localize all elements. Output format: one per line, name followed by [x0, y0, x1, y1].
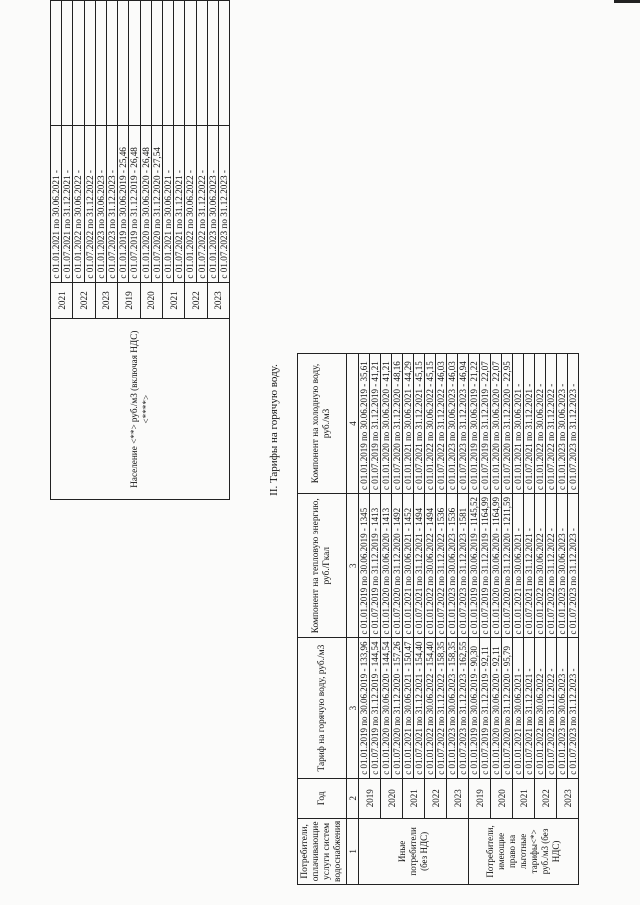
year-cell: 2021 [513, 778, 535, 818]
empty-cell [84, 1, 95, 126]
thermal-value-cell: с 01.07.2020 по 31.12.2020 - 1492 [392, 494, 403, 638]
tariff-value-cell: с 01.01.2023 по 30.06.2023 - [95, 125, 106, 282]
empty-cell [196, 1, 207, 126]
thermal-value-cell: с 01.07.2023 по 31.12.2023 - [568, 494, 579, 638]
cold-value-cell: с 01.07.2022 по 31.12.2022 - [546, 354, 557, 494]
thermal-value-cell: с 01.07.2021 по 31.12.2021 - [524, 494, 535, 638]
tariff-value-cell: с 01.07.2022 по 31.12.2022 - [546, 638, 557, 778]
population-tariff-table [50, 0, 230, 500]
tariff-value-cell: с 01.07.2020 по 31.12.2020 - 27,54 [151, 125, 162, 282]
tariff-value-cell: с 01.01.2021 по 30.06.2021 - [513, 638, 524, 778]
cold-value-cell: с 01.01.2019 по 30.06.2019 - 35,61 [359, 354, 370, 494]
year-cell: 2019 [359, 778, 381, 818]
table-row [403, 354, 414, 885]
thermal-value-cell: с 01.07.2019 по 31.12.2019 - 1164,99 [480, 494, 491, 638]
main-table-container [297, 20, 617, 885]
empty-cell [118, 1, 129, 126]
tariff-value-cell: с 01.07.2019 по 31.12.2019 - 144,54 [370, 638, 381, 778]
table-row [469, 354, 480, 885]
cold-value-cell: с 01.07.2019 по 31.12.2019 - 41,21 [370, 354, 381, 494]
table-row [557, 354, 568, 885]
cold-value-cell: с 01.07.2023 по 31.12.2023 - [568, 354, 579, 494]
hot-water-tariff-table [297, 353, 579, 885]
tariff-value-cell: с 01.01.2022 по 30.06.2022 - [535, 638, 546, 778]
section-heading-container [263, 340, 285, 520]
thermal-value-cell: с 01.07.2022 по 31.12.2022 - 1536 [436, 494, 447, 638]
tariff-value-cell: с 01.07.2021 по 31.12.2021 - [174, 125, 185, 282]
tariff-value-cell: с 01.07.2021 по 31.12.2021 - 154,40 [414, 638, 425, 778]
empty-cell [219, 1, 230, 126]
tariff-value-cell: с 01.01.2022 по 30.06.2022 - [73, 125, 84, 282]
empty-cell [73, 1, 84, 126]
table-row [381, 354, 392, 885]
table-row [491, 354, 502, 885]
thermal-value-cell: с 01.07.2020 по 31.12.2020 - 1211,59 [502, 494, 513, 638]
consumer-cell: Население <**> руб./м3 (включая НДС) <****> [51, 319, 230, 500]
tariff-value-cell: с 01.01.2022 по 30.06.2022 - [185, 125, 196, 282]
empty-cell [95, 1, 106, 126]
tariff-value-cell: с 01.01.2019 по 30.06.2019 - 90,30 [469, 638, 480, 778]
tariff-value-cell: с 01.07.2022 по 31.12.2022 - [196, 125, 207, 282]
tariff-value-cell: с 01.01.2020 по 30.06.2020 - 92,11 [491, 638, 502, 778]
empty-cell [129, 1, 140, 126]
cold-value-cell: с 01.07.2023 по 31.12.2023 - 46,94 [458, 354, 469, 494]
column-number: 4 [347, 354, 359, 494]
cold-value-cell: с 01.01.2022 по 30.06.2022 - 45,15 [425, 354, 436, 494]
tariff-value-cell: с 01.01.2021 по 30.06.2021 - 150,47 [403, 638, 414, 778]
consumer-cell: Иные потребители (без НДС) [359, 818, 469, 884]
tariff-value-cell: с 01.01.2021 по 30.06.2021 - [163, 125, 174, 282]
year-cell: 2021 [403, 778, 425, 818]
year-cell: 2020 [140, 282, 162, 319]
cold-value-cell: с 01.01.2022 по 30.06.2022 - [535, 354, 546, 494]
corner-mark [614, 0, 640, 3]
empty-cell [151, 1, 162, 126]
year-cell: 2023 [447, 778, 469, 818]
column-number-row [347, 354, 359, 885]
thermal-value-cell: с 01.07.2023 по 31.12.2023 - 1581 [458, 494, 469, 638]
thermal-value-cell: с 01.01.2023 по 30.06.2023 - 1536 [447, 494, 458, 638]
year-cell: 2022 [535, 778, 557, 818]
tariff-value-cell: с 01.07.2023 по 31.12.2023 - [107, 125, 118, 282]
tariff-value-cell: с 01.07.2021 по 31.12.2021 - [62, 125, 73, 282]
header-cold: Компонент на холодную воду, руб./м3 [298, 354, 347, 494]
table-row [359, 354, 370, 885]
empty-cell [107, 1, 118, 126]
empty-cell [163, 1, 174, 126]
cold-value-cell: с 01.07.2020 по 31.12.2020 - 22,95 [502, 354, 513, 494]
cold-value-cell: с 01.07.2021 по 31.12.2021 - 45,15 [414, 354, 425, 494]
cold-value-cell: с 01.07.2022 по 31.12.2022 - 46,03 [436, 354, 447, 494]
empty-cell [207, 1, 218, 126]
cold-value-cell: с 01.07.2019 по 31.12.2019 - 22,07 [480, 354, 491, 494]
table-row [535, 354, 546, 885]
column-number: 2 [347, 778, 359, 818]
tariff-value-cell: с 01.07.2020 по 31.12.2020 - 95,79 [502, 638, 513, 778]
table-row [425, 354, 436, 885]
tariff-value-cell: с 01.01.2022 по 30.06.2022 - 154,40 [425, 638, 436, 778]
header-consumers: Потребители, оплачивающие услуги систем водоснабжения [298, 818, 347, 884]
thermal-value-cell: с 01.01.2022 по 30.06.2022 - [535, 494, 546, 638]
header-year: Год [298, 778, 347, 818]
table-row [51, 1, 62, 500]
tariff-value-cell: с 01.01.2023 по 30.06.2023 - [207, 125, 218, 282]
thermal-value-cell: с 01.01.2020 по 30.06.2020 - 1413 [381, 494, 392, 638]
cold-value-cell: с 01.01.2020 по 30.06.2020 - 41,21 [381, 354, 392, 494]
thermal-value-cell: с 01.01.2021 по 30.06.2021 - 1452 [403, 494, 414, 638]
year-cell: 2022 [185, 282, 207, 319]
tariff-value-cell: с 01.01.2023 по 30.06.2023 - [557, 638, 568, 778]
year-cell: 2023 [95, 282, 117, 319]
cold-value-cell: с 01.01.2021 по 30.06.2021 - [513, 354, 524, 494]
thermal-value-cell: с 01.01.2019 по 30.06.2019 - 1145,52 [469, 494, 480, 638]
tariff-value-cell: с 01.01.2019 по 30.06.2019 - 25,46 [118, 125, 129, 282]
top-table-container [50, 0, 265, 500]
thermal-value-cell: с 01.01.2023 по 30.06.2023 - [557, 494, 568, 638]
header-row [298, 354, 347, 885]
empty-cell [51, 1, 62, 126]
table-row [513, 354, 524, 885]
year-cell: 2020 [381, 778, 403, 818]
consumer-cell: Потребители, имеющие право на льготные тарифы<*> руб./м3 (без НДС) [469, 818, 579, 884]
year-cell: 2023 [207, 282, 229, 319]
tariff-value-cell: с 01.01.2021 по 30.06.2021 - [51, 125, 62, 282]
tariff-value-cell: с 01.07.2021 по 31.12.2021 - [524, 638, 535, 778]
empty-cell [140, 1, 151, 126]
cold-value-cell: с 01.07.2021 по 31.12.2021 - [524, 354, 535, 494]
year-cell: 2020 [491, 778, 513, 818]
tariff-value-cell: с 01.07.2019 по 31.12.2019 - 92,11 [480, 638, 491, 778]
tariff-value-cell: с 01.01.2020 по 30.06.2020 - 26,48 [140, 125, 151, 282]
column-number: 1 [347, 818, 359, 884]
year-cell: 2019 [469, 778, 491, 818]
year-cell: 2022 [425, 778, 447, 818]
table-row [447, 354, 458, 885]
thermal-value-cell: с 01.07.2019 по 31.12.2019 - 1413 [370, 494, 381, 638]
column-number: 3 [347, 494, 359, 638]
empty-cell [174, 1, 185, 126]
thermal-value-cell: с 01.01.2019 по 30.06.2019 - 1345 [359, 494, 370, 638]
year-cell: 2021 [163, 282, 185, 319]
tariff-value-cell: с 01.01.2019 по 30.06.2019 - 133,96 [359, 638, 370, 778]
thermal-value-cell: с 01.01.2022 по 30.06.2022 - 1494 [425, 494, 436, 638]
year-cell: 2023 [557, 778, 579, 818]
tariff-value-cell: с 01.01.2020 по 30.06.2020 - 144,54 [381, 638, 392, 778]
tariff-value-cell: с 01.07.2019 по 31.12.2019 - 26,48 [129, 125, 140, 282]
cold-value-cell: с 01.01.2023 по 30.06.2023 - 46,03 [447, 354, 458, 494]
year-cell: 2022 [73, 282, 95, 319]
cold-value-cell: с 01.01.2023 по 30.06.2023 - [557, 354, 568, 494]
section-title: II. Тарифы на горячую воду. [268, 364, 280, 496]
tariff-value-cell: с 01.01.2023 по 30.06.2023 - 158,35 [447, 638, 458, 778]
cold-value-cell: с 01.01.2019 по 30.06.2019 - 21,22 [469, 354, 480, 494]
thermal-value-cell: с 01.01.2020 по 30.06.2020 - 1164,99 [491, 494, 502, 638]
tariff-value-cell: с 01.07.2022 по 31.12.2022 - 158,35 [436, 638, 447, 778]
cold-value-cell: с 01.01.2020 по 30.06.2020 - 22,07 [491, 354, 502, 494]
tariff-value-cell: с 01.07.2023 по 31.12.2023 - [568, 638, 579, 778]
header-tariff: Тариф на горячую воду, руб./м3 [298, 638, 347, 778]
cold-value-cell: с 01.07.2020 по 31.12.2020 - 48,16 [392, 354, 403, 494]
year-cell: 2019 [118, 282, 140, 319]
empty-cell [185, 1, 196, 126]
tariff-value-cell: с 01.07.2022 по 31.12.2022 - [84, 125, 95, 282]
year-cell: 2021 [51, 282, 73, 319]
cold-value-cell: с 01.01.2021 по 30.06.2021 - 44,29 [403, 354, 414, 494]
tariff-value-cell: с 01.07.2023 по 31.12.2023 - [219, 125, 230, 282]
tariff-value-cell: с 01.07.2023 по 31.12.2023 - 162,55 [458, 638, 469, 778]
column-number: 3 [347, 638, 359, 778]
header-thermal: Компонент на тепловую энергию, руб./Гкал [298, 494, 347, 638]
thermal-value-cell: с 01.07.2022 по 31.12.2022 - [546, 494, 557, 638]
thermal-value-cell: с 01.07.2021 по 31.12.2021 - 1494 [414, 494, 425, 638]
tariff-value-cell: с 01.07.2020 по 31.12.2020 - 157,26 [392, 638, 403, 778]
empty-cell [62, 1, 73, 126]
thermal-value-cell: с 01.01.2021 по 30.06.2021 - [513, 494, 524, 638]
